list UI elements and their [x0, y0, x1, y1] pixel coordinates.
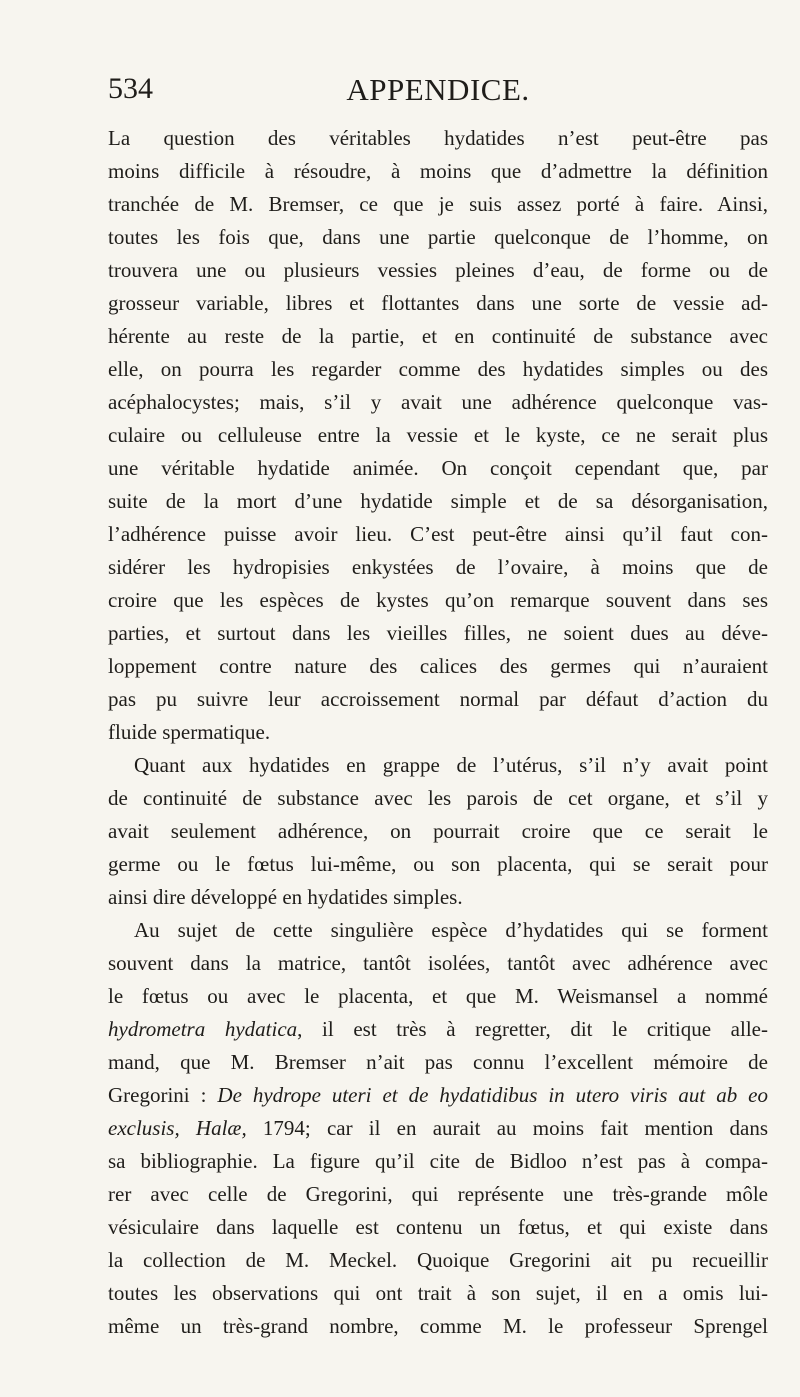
text-line: mand, que M. Bremser n’ait pas connu l’excellent mémoire de	[108, 1050, 768, 1074]
text-line: suite de la mort d’une hydatide simple et de sa désorganisation,	[108, 489, 768, 513]
text-line: toutes les fois que, dans une partie quelconque de l’homme, on	[108, 225, 768, 249]
text-line: culaire ou celluleuse entre la vessie et le kyste, ce ne serait plus	[108, 423, 768, 447]
italic-title: De hydrope uteri et de hydatidibus in utero viris aut ab eo	[217, 1083, 768, 1107]
page-number: 534	[108, 72, 153, 105]
text-line: loppement contre nature des calices des germes qui n’auraient	[108, 654, 768, 678]
text-line: fluide spermatique.	[108, 720, 271, 744]
text-line: la collection de M. Meckel. Quoique Gregorini ait pu recueillir	[108, 1248, 768, 1272]
text-line: elle, on pourra les regarder comme des hydatides simples ou des	[108, 357, 768, 381]
text-line: souvent dans la matrice, tantôt isolées, tantôt avec adhérence avec	[108, 951, 768, 975]
text-line: rer avec celle de Gregorini, qui représente une très-grande môle	[108, 1182, 768, 1206]
text-line: Quant aux hydatides en grappe de l’utérus, s’il n’y avait point	[134, 753, 768, 777]
page-header	[108, 72, 768, 116]
text-line: même un très-grand nombre, comme M. le professeur Sprengel	[108, 1314, 768, 1338]
text-line: vésiculaire dans laquelle est contenu un fœtus, et qui existe dans	[108, 1215, 768, 1239]
text-line: grosseur variable, libres et flottantes dans une sorte de vessie ad-	[108, 291, 768, 315]
text-line: acéphalocystes; mais, s’il y avait une adhérence quelconque vas-	[108, 390, 768, 414]
text-line: germe ou le fœtus lui-même, ou son placenta, qui se serait pour	[108, 852, 768, 876]
running-head: APPENDICE.	[346, 72, 530, 107]
text-line: trouvera une ou plusieurs vessies pleines d’eau, de forme ou de	[108, 258, 768, 282]
italic-term: hydrometra hydatica	[108, 1017, 298, 1041]
italic-title: exclusis, Halæ,	[108, 1116, 247, 1140]
text-line: ainsi dire développé en hydatides simples.	[108, 885, 463, 909]
text-line: sa bibliographie. La figure qu’il cite de Bidloo n’est pas à compa-	[108, 1149, 768, 1173]
text-line: moins difficile à résoudre, à moins que d’admettre la définition	[108, 159, 768, 183]
text-line	[108, 1112, 768, 1145]
text-line: une véritable hydatide animée. On conçoit cependant que, par	[108, 456, 768, 480]
text-line: La question des véritables hydatides n’est peut-être pas	[108, 126, 768, 150]
text-segment: , il est très à regretter, dit le critique alle-	[297, 1017, 768, 1041]
text-line: l’adhérence puisse avoir lieu. C’est peut-être ainsi qu’il faut con-	[108, 522, 768, 546]
text-line: croire que les espèces de kystes qu’on remarque souvent dans ses	[108, 588, 768, 612]
text-line: avait seulement adhérence, on pourrait croire que ce serait le	[108, 819, 768, 843]
text-line	[108, 1013, 768, 1046]
text-line: sidérer les hydropisies enkystées de l’ovaire, à moins que de	[108, 555, 768, 579]
body-text	[108, 122, 768, 1343]
text-segment: 1794; car il en aurait au moins fait mention dans	[246, 1116, 769, 1140]
text-line: hérente au reste de la partie, et en continuité de substance avec	[108, 324, 768, 348]
text-line: de continuité de substance avec les parois de cet organe, et s’il y	[108, 786, 768, 810]
text-line: le fœtus ou avec le placenta, et que M. Weismansel a nommé	[108, 984, 768, 1008]
text-line: Au sujet de cette singulière espèce d’hydatides qui se forment	[134, 918, 768, 942]
text-line: parties, et surtout dans les vieilles filles, ne soient dues au déve-	[108, 621, 768, 645]
text-line: pas pu suivre leur accroissement normal par défaut d’action du	[108, 687, 768, 711]
text-line: toutes les observations qui ont trait à son sujet, il en a omis lui-	[108, 1281, 768, 1305]
text-line	[108, 1079, 768, 1112]
text-line: tranchée de M. Bremser, ce que je suis assez porté à faire. Ainsi,	[108, 192, 768, 216]
text-segment: Gregorini :	[108, 1083, 218, 1107]
